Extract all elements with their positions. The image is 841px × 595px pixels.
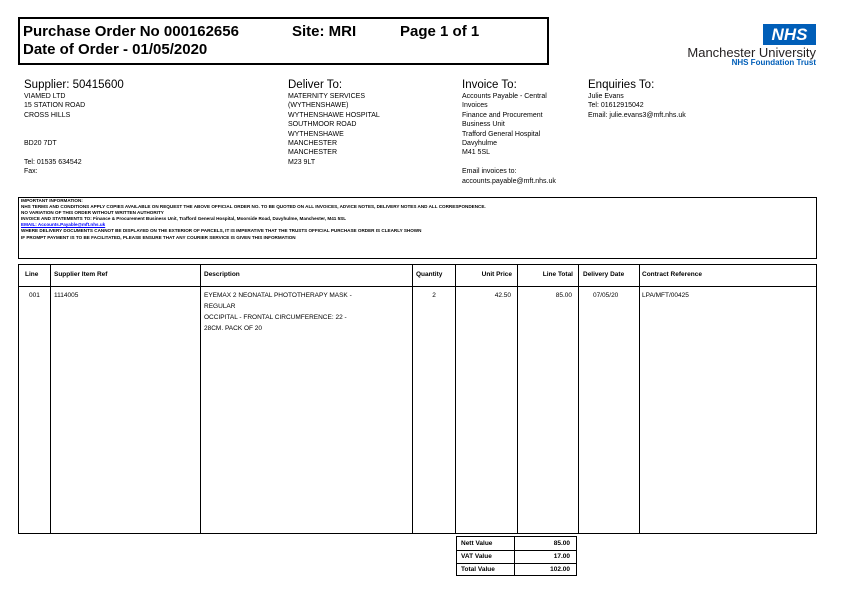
col-header-description: Description [204, 271, 240, 278]
invoice-email: accounts.payable@mft.nhs.uk [462, 177, 556, 185]
address-line: SOUTHMOOR ROAD [288, 121, 357, 129]
address-line: Email invoices to: [462, 168, 517, 176]
address-line: Business Unit [462, 121, 505, 129]
address-line: MANCHESTER [288, 139, 338, 147]
vat-value: 17.00 [553, 553, 570, 560]
column-divider [517, 265, 518, 533]
cell-delivery-date: 07/05/20 [593, 292, 619, 299]
address-line: WYTHENSHAWE [288, 130, 344, 138]
invoice-heading: Invoice To: [462, 79, 517, 91]
cell-quantity: 2 [432, 292, 436, 299]
org-name: Manchester University [687, 45, 816, 60]
col-header-ref: Supplier Item Ref [54, 271, 108, 278]
col-header-line-total: Line Total [542, 271, 573, 278]
info-line: NO VARIATION OF THIS ORDER WITHOUT WRITTEN AUTHORITY [21, 210, 164, 216]
address-line: Invoices [462, 102, 488, 110]
total-value: 102.00 [550, 566, 570, 573]
cell-ref: 1114005 [54, 292, 79, 299]
header-divider [19, 286, 816, 287]
net-value: 85.00 [553, 540, 570, 547]
address-line [462, 158, 556, 167]
po-number-title: Purchase Order No 000162656 [23, 23, 239, 40]
address-line: BD20 7DT [24, 139, 57, 147]
cell-contract-ref: LPA/MFT/00425 [642, 292, 689, 299]
col-header-quantity: Quantity [416, 271, 443, 278]
description-line: EYEMAX 2 NEONATAL PHOTOTHERAPY MASK - [204, 292, 352, 299]
column-divider [639, 265, 640, 533]
net-value-row [457, 537, 576, 551]
col-header-line: Line [25, 271, 39, 278]
col-header-delivery-date: Delivery Date [583, 271, 625, 278]
cell-unit-price: 42.50 [494, 292, 511, 299]
address-line: Finance and Procurement [462, 111, 543, 119]
cell-description [204, 290, 352, 334]
info-line: NHS TERMS AND CONDITIONS APPLY COPIES AVAILABLE ON REQUEST THE ABOVE OFFICIAL ORDER NO. TO BE QUOTED ON ALL INVOICES, ADVICE NOTES, DELIVERY NOTES AND ALL CORRESPONDENCE. [21, 204, 486, 210]
address-line: WYTHENSHAWE HOSPITAL [288, 111, 380, 119]
column-divider [578, 265, 579, 533]
supplier-address [24, 92, 85, 177]
address-line [24, 148, 85, 157]
total-value-label: Total Value [461, 566, 495, 573]
description-line: REGULAR [204, 303, 236, 310]
enquiries-heading: Enquiries To: [588, 79, 655, 91]
info-heading: IMPORTANT INFORMATION: [21, 198, 83, 203]
deliver-heading: Deliver To: [288, 79, 343, 91]
important-info-text [21, 198, 486, 241]
info-email-link[interactable]: EMAIL: Accounts.Payable@mft.nhs.uk [21, 222, 106, 228]
enquiries-contact [588, 92, 686, 120]
contact-name: Julie Evans [588, 93, 624, 100]
address-line: Tel: 01535 634542 [24, 158, 82, 166]
address-line [24, 120, 85, 129]
col-header-unit-price: Unit Price [481, 271, 512, 278]
address-line: Davyhulme [462, 139, 498, 147]
column-divider [200, 265, 201, 533]
total-value-row [457, 563, 576, 576]
org-subtitle: NHS Foundation Trust [731, 58, 816, 67]
contact-email: Email: julie.evans3@mft.nhs.uk [588, 111, 686, 119]
cell-line: 001 [29, 292, 40, 299]
vat-value-row [457, 550, 576, 564]
address-line: 15 STATION ROAD [24, 102, 86, 110]
nhs-logo: NHS [763, 24, 816, 45]
address-line: Fax: [24, 168, 38, 176]
deliver-address [288, 92, 380, 167]
net-value-label: Nett Value [461, 540, 493, 547]
line-items-table [18, 264, 817, 534]
contact-phone: Tel: 01612915042 [588, 102, 644, 110]
column-divider [50, 265, 51, 533]
column-divider [412, 265, 413, 533]
address-line: M23 9LT [288, 158, 316, 166]
info-line: WHERE DELIVERY DOCUMENTS CANNOT BE DISPLAYED ON THE EXTERIOR OF PARCELS, IT IS IMPERATIVE THAT THE TRUSTS OFFICIAL PURCHASE ORDER IS CLEARLY SHOWN [21, 228, 422, 234]
address-line: M41 5SL [462, 149, 491, 157]
description-line: OCCIPITAL - FRONTAL CIRCUMFERENCE: 22 - [204, 314, 347, 321]
supplier-heading: Supplier: 50415600 [24, 79, 124, 91]
col-header-contract-ref: Contract Reference [642, 271, 702, 278]
cell-line-total: 85.00 [555, 292, 572, 299]
address-line: VIAMED LTD [24, 93, 66, 100]
address-line: Accounts Payable - Central [462, 93, 547, 100]
totals-box [456, 536, 577, 576]
info-line: INVOICE AND STATEMENTS TO: Finance & Procurement Business Unit, Trafford General Hospital, Moorside Road, Davyhulme, Manchester, M41 5SL [21, 216, 347, 222]
address-line: MATERNITY SERVICES [288, 93, 366, 100]
address-line: (WYTHENSHAWE) [288, 102, 349, 110]
column-divider [455, 265, 456, 533]
vat-value-label: VAT Value [461, 553, 492, 560]
description-line: 28CM. PACK OF 20 [204, 325, 263, 332]
info-line: IF PROMPT PAYMENT IS TO BE FACILITATED, PLEASE ENSURE THAT ANY COURIER SERVICE IS GIVEN THIS INFORMATION [21, 234, 296, 240]
address-line: CROSS HILLS [24, 111, 71, 119]
address-line: Trafford General Hospital [462, 130, 541, 138]
address-line [24, 130, 85, 139]
order-date: Date of Order - 01/05/2020 [23, 41, 208, 58]
site-label: Site: MRI [292, 23, 357, 40]
page-indicator: Page 1 of 1 [400, 23, 480, 40]
address-line: MANCHESTER [288, 149, 338, 157]
invoice-address [462, 92, 556, 186]
